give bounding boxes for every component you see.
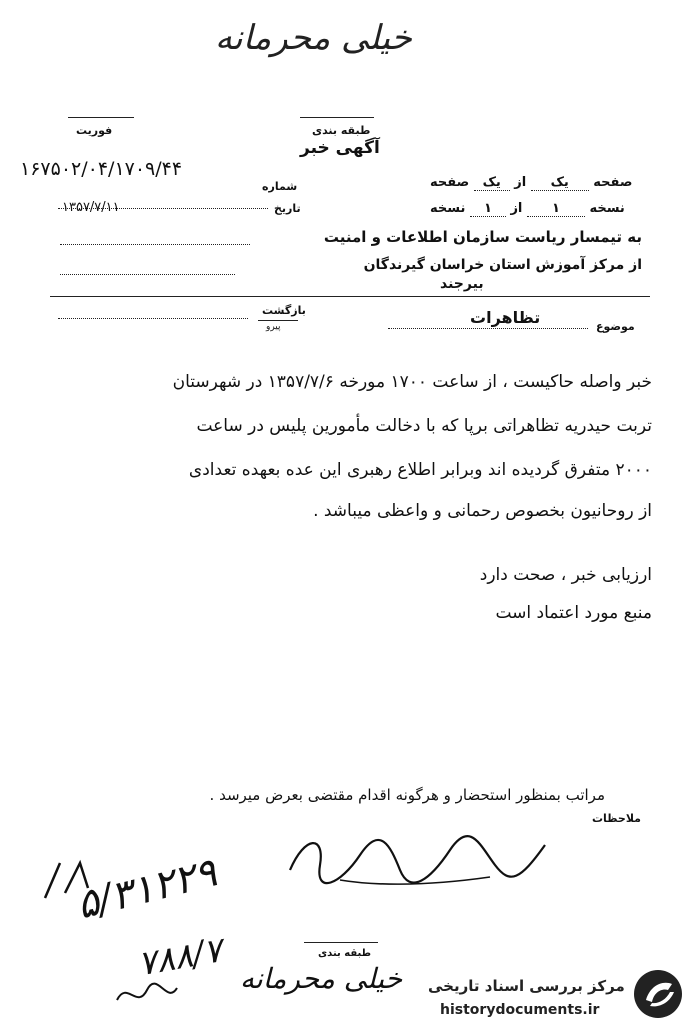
copy-total: ۱ xyxy=(470,201,506,217)
subject-value: تظاهرات xyxy=(470,308,541,327)
handwritten-mark xyxy=(40,858,100,918)
to-dotline xyxy=(60,244,250,245)
copy-row xyxy=(430,201,625,217)
page-total: یک xyxy=(474,175,510,191)
page-label: صفحه xyxy=(593,175,633,190)
from-dotline xyxy=(60,274,235,275)
subject-label: موضوع xyxy=(596,320,635,333)
remarks: مراتب بمنظور استحضار و هرگونه اقدام مقتضی بعرض میرسد . xyxy=(209,786,605,804)
handwritten-note: ۷۸۸/۷ xyxy=(135,930,226,985)
watermark-url: historydocuments.ir xyxy=(440,1002,600,1018)
divider xyxy=(68,117,134,118)
return-dotline xyxy=(58,318,248,319)
signature-scribble xyxy=(280,825,560,895)
date-label: تاریخ xyxy=(274,202,301,215)
page-value: یک xyxy=(531,175,589,191)
number-value: ۱۶۷۵۰۲/۰۴/۱۷۰۹/۴۴ xyxy=(20,158,183,180)
remarks-label: ملاحظات xyxy=(592,812,641,825)
watermark-logo-icon xyxy=(632,968,684,1020)
divider xyxy=(50,296,650,297)
date-value: ۱۳۵۷/۷/۱۱ xyxy=(62,200,120,215)
watermark-org: مرکز بررسی اسناد تاریخی xyxy=(428,977,625,995)
urgency-label: فوریت xyxy=(76,124,113,137)
divider xyxy=(258,320,298,321)
return-label: بازگشت xyxy=(262,304,306,317)
body-line: خبر واصله حاکیست ، از ساعت ۱۷۰۰ مورخه ۱۳۵۷/۷/۶ در شهرستان xyxy=(172,372,652,392)
classification-top: خیلی محرمانه xyxy=(215,18,412,58)
handwritten-mark xyxy=(112,980,182,1010)
to-line: به تیمسار ریاست سازمان اطلاعات و امنیت xyxy=(323,228,642,246)
page-of: از xyxy=(514,175,527,190)
subject-dotline xyxy=(388,328,588,329)
city: بیرجند xyxy=(440,276,484,292)
copy-value: ۱ xyxy=(527,201,585,217)
copy-of: از xyxy=(510,201,523,216)
divider xyxy=(300,117,374,118)
number-label: شماره xyxy=(262,180,298,193)
page-row xyxy=(430,175,632,191)
body-line: تربت حیدریه تظاهراتی برپا که با دخالت مأمورین پلیس در ساعت xyxy=(196,416,652,436)
handwritten-numbers: ۵/۳۱۲۲۹ xyxy=(72,849,222,929)
page-suffix: صفحه xyxy=(430,175,470,190)
form-title: آگهی خبر xyxy=(300,138,380,158)
source: منبع مورد اعتماد است xyxy=(495,603,652,623)
evaluation: ارزیابی خبر ، صحت دارد xyxy=(479,565,652,585)
classification-bottom-label: طبقه بندی xyxy=(318,948,372,959)
classification-label: طبقه بندی xyxy=(312,124,371,137)
copy-label: نسخه xyxy=(589,201,625,216)
body-line: از روحانیون بخصوص رحمانی و واعظی میباشد . xyxy=(313,501,652,521)
follow-label: پیرو xyxy=(266,322,281,332)
body-line: ۲۰۰۰ متفرق گردیده اند وبرابر اطلاع رهبری این عده بعهده تعدادی xyxy=(188,460,652,480)
copy-suffix: نسخه xyxy=(430,201,466,216)
divider xyxy=(304,942,378,943)
classification-bottom: خیلی محرمانه xyxy=(240,962,403,995)
from-line: از مرکز آموزش استان خراسان گیرندگان xyxy=(363,257,642,273)
